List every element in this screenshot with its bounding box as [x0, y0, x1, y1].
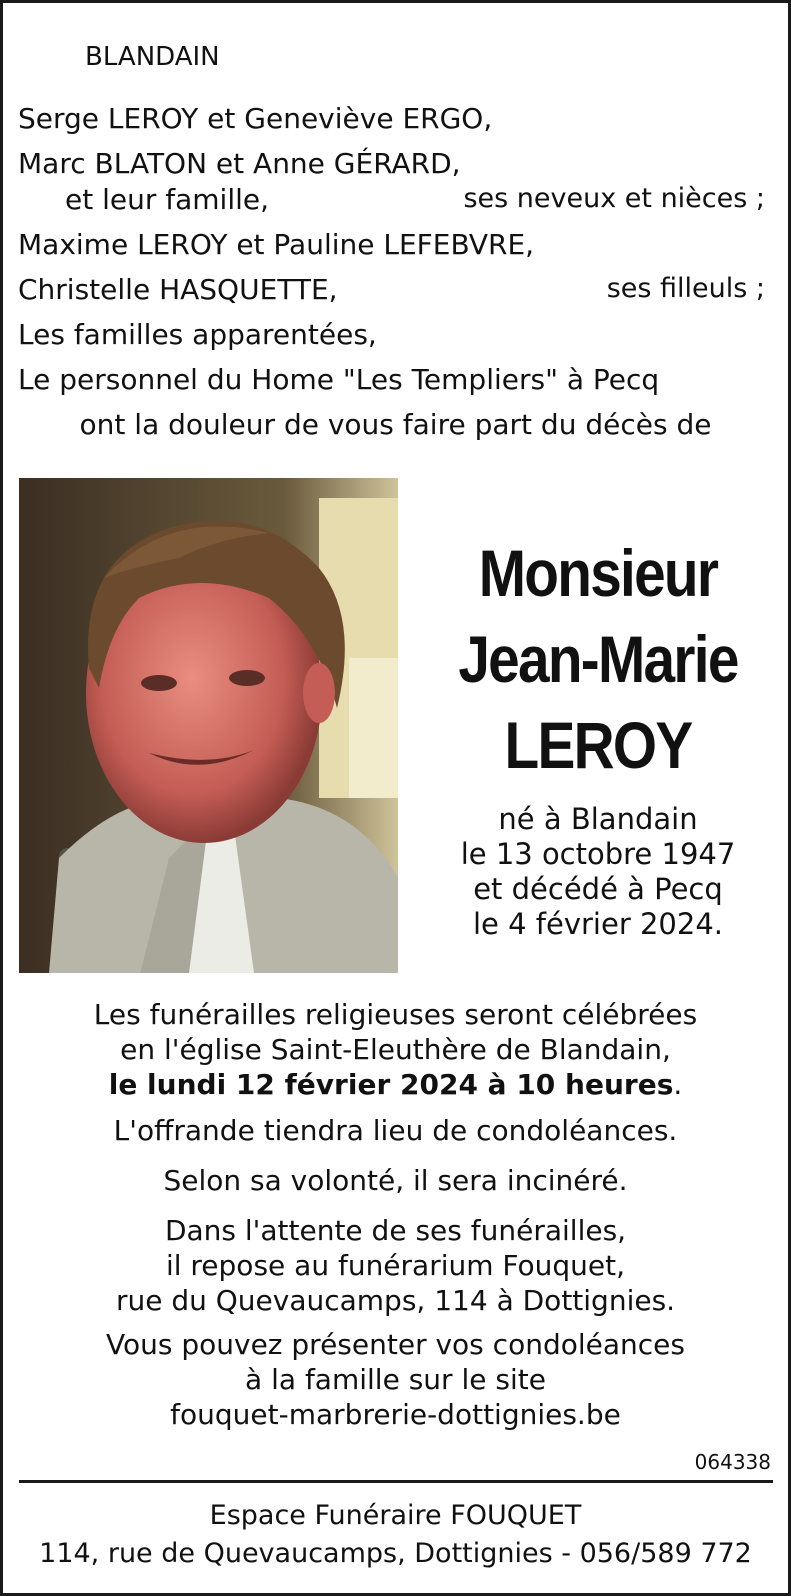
funeral-info	[0, 997, 791, 1102]
funeral-punctuation: .	[673, 1068, 683, 1101]
announcement-intro: ont la douleur de vous faire part du décès de	[79, 408, 712, 441]
funeral-home-address: 114, rue de Quevaucamps, Dottignies - 056/589 772	[39, 1538, 752, 1569]
death-date: le 4 février 2024.	[473, 907, 723, 941]
rest-info	[0, 1213, 791, 1318]
birth-place: né à Blandain	[498, 802, 698, 836]
family-role: ses filleuls ;	[606, 273, 765, 304]
reference-number: 064338	[694, 1450, 771, 1474]
deceased-name	[431, 530, 765, 788]
deceased-last-name: LEROY	[504, 708, 692, 782]
funeral-line: Les funérailles religieuses seront célébrées	[93, 998, 698, 1031]
family-line: Les familles apparentées,	[18, 318, 377, 351]
family-line: Christelle HASQUETTE,	[18, 273, 338, 306]
funeral-datetime-line	[0, 1067, 791, 1102]
rest-line: rue du Quevaucamps, 114 à Dottignies.	[115, 1284, 676, 1317]
deceased-first-name: Jean-Marie	[458, 622, 738, 696]
family-line: Le personnel du Home "Les Templiers" à Pecq	[18, 363, 660, 396]
funeral-line: en l'église Saint-Eleuthère de Blandain,	[120, 1033, 671, 1066]
condolences-info	[0, 1327, 791, 1432]
deceased-title: Monsieur	[478, 536, 718, 610]
life-dates	[404, 802, 791, 942]
funeral-datetime: le lundi 12 février 2024 à 10 heures	[108, 1068, 674, 1101]
family-role: ses neveux et nièces ;	[463, 183, 765, 214]
family-line: Maxime LEROY et Pauline LEFEBVRE,	[18, 228, 535, 261]
funeral-home-name: Espace Funéraire FOUQUET	[209, 1500, 582, 1531]
death-place: et décédé à Pecq	[473, 872, 723, 906]
rest-line: Dans l'attente de ses funérailles,	[164, 1214, 627, 1247]
deceased-photo	[19, 478, 398, 973]
footer-divider	[19, 1480, 773, 1483]
condolences-line: Vous pouvez présenter vos condoléances	[106, 1328, 685, 1361]
offering-note: L'offrande tiendra lieu de condoléances.	[113, 1114, 678, 1147]
condolences-line: à la famille sur le site	[245, 1363, 546, 1396]
birth-date: le 13 octobre 1947	[460, 837, 736, 871]
footer	[0, 1497, 791, 1573]
condolences-website: fouquet-marbrerie-dottignies.be	[170, 1398, 621, 1431]
family-line: Serge LEROY et Geneviève ERGO,	[18, 102, 493, 135]
place-name: BLANDAIN	[85, 42, 220, 72]
rest-line: il repose au funérarium Fouquet,	[165, 1249, 626, 1282]
family-line: Marc BLATON et Anne GÉRARD,	[18, 147, 461, 180]
family-line: et leur famille,	[65, 183, 270, 216]
cremation-note: Selon sa volonté, il sera incinéré.	[163, 1164, 628, 1197]
